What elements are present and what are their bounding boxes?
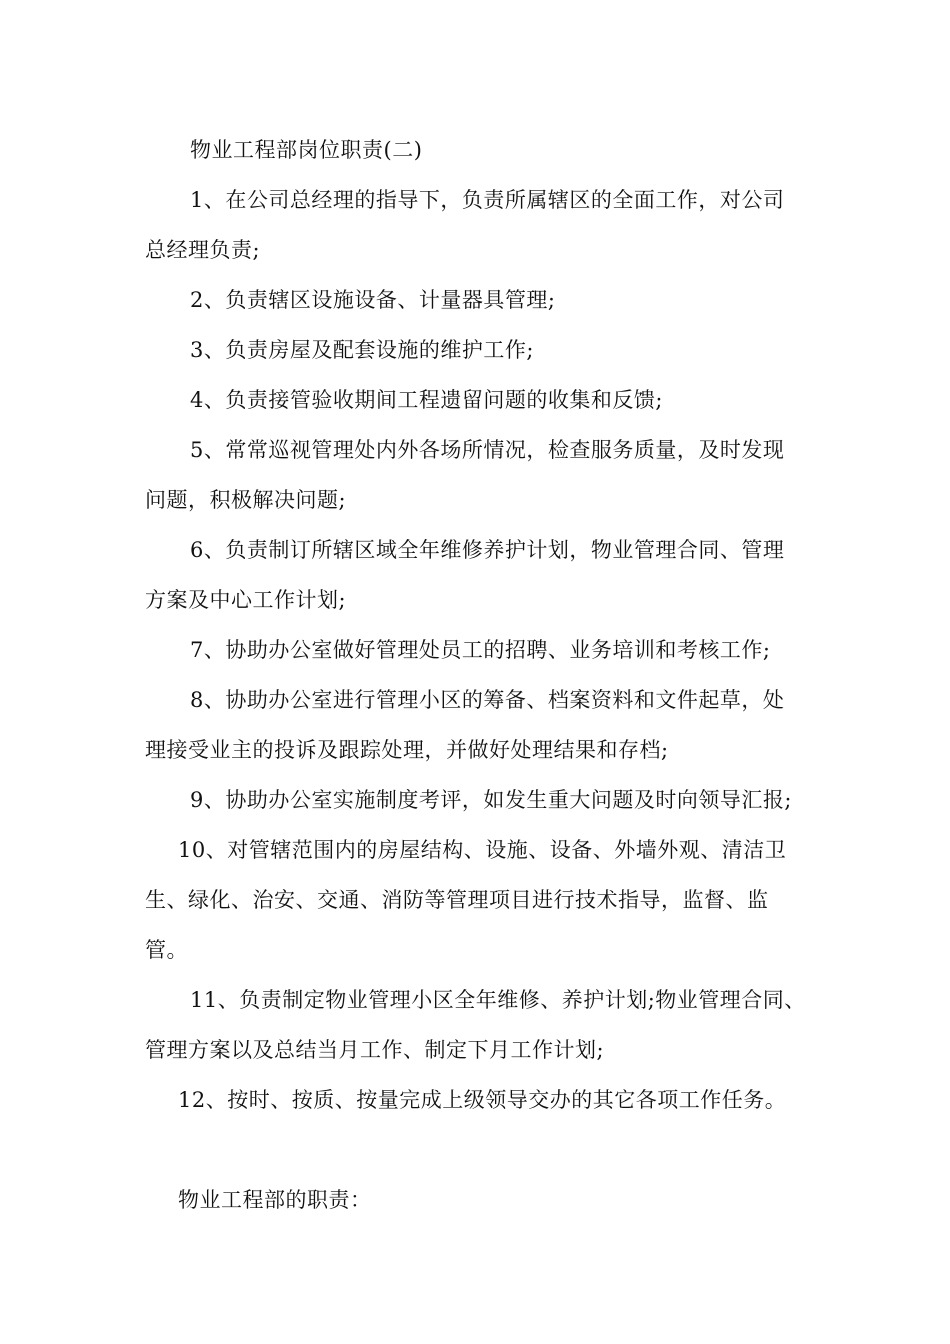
document-title: 物业工程部岗位职责(二) [190, 138, 423, 162]
paragraph-6-line-2: 方案及中心工作计划; [145, 588, 347, 612]
paragraph-8-line-2: 理接受业主的投诉及跟踪处理，并做好处理结果和存档; [145, 738, 669, 762]
paragraph-10-line-2: 生、绿化、治安、交通、消防等管理项目进行技术指导，监督、监 [145, 888, 769, 912]
paragraph-2-line-1: 2、负责辖区设施设备、计量器具管理; [190, 288, 556, 312]
paragraph-5-line-2: 问题，积极解决问题; [145, 488, 347, 512]
paragraph-6-line-1: 6、负责制订所辖区域全年维修养护计划，物业管理合同、管理 [190, 538, 785, 562]
paragraph-12-line-1: 12、按时、按质、按量完成上级领导交办的其它各项工作任务。 [178, 1088, 787, 1112]
paragraph-7-line-1: 7、协助办公室做好管理处员工的招聘、业务培训和考核工作; [190, 638, 771, 662]
section-heading: 物业工程部的职责： [178, 1188, 372, 1212]
paragraph-5-line-1: 5、常常巡视管理处内外各场所情况，检查服务质量，及时发现 [190, 438, 785, 462]
paragraph-9-line-1: 9、协助办公室实施制度考评，如发生重大问题及时向领导汇报; [190, 788, 792, 812]
paragraph-8-line-1: 8、协助办公室进行管理小区的筹备、档案资料和文件起草，处 [190, 688, 785, 712]
paragraph-3-line-1: 3、负责房屋及配套设施的维护工作; [190, 338, 534, 362]
paragraph-1-line-1: 1、在公司总经理的指导下，负责所属辖区的全面工作，对公司 [190, 188, 785, 212]
paragraph-10-line-3: 管。 [145, 938, 188, 962]
paragraph-1-line-2: 总经理负责; [145, 238, 261, 262]
paragraph-11-line-1: 11、负责制定物业管理小区全年维修、养护计划;物业管理合同、 [190, 988, 806, 1012]
paragraph-10-line-1: 10、对管辖范围内的房屋结构、设施、设备、外墙外观、清洁卫 [178, 838, 787, 862]
paragraph-4-line-1: 4、负责接管验收期间工程遗留问题的收集和反馈; [190, 388, 663, 412]
paragraph-11-line-2: 管理方案以及总结当月工作、制定下月工作计划; [145, 1038, 605, 1062]
